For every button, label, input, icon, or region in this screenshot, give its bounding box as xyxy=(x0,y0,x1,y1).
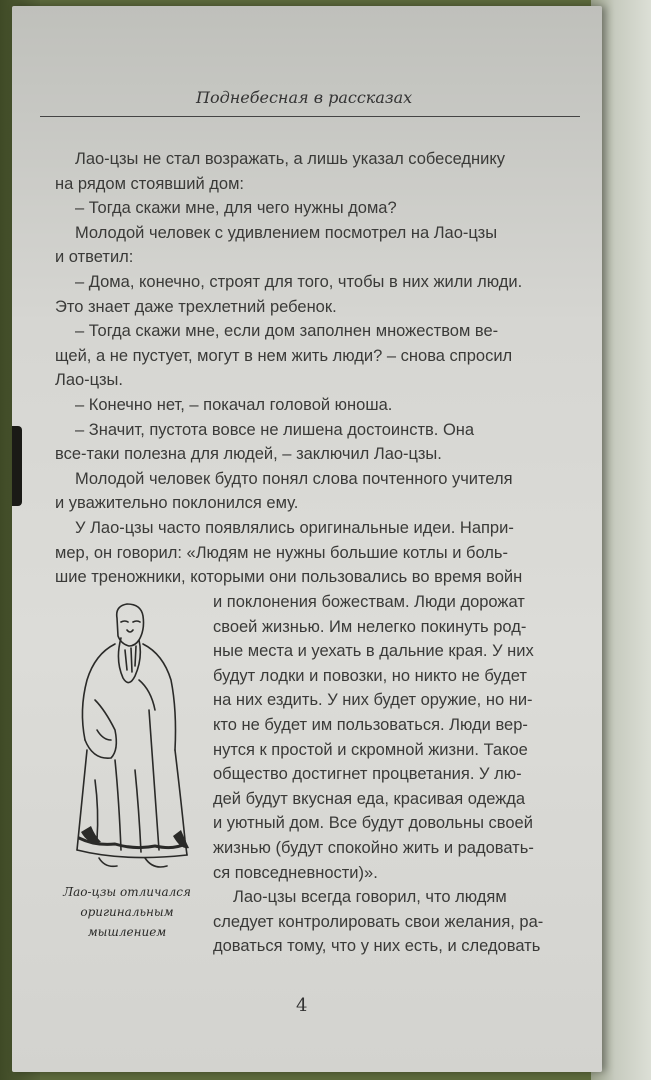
text-line: ные места и уехать в дальние края. У них xyxy=(213,642,534,661)
text-line: следует контролировать свои желания, ра- xyxy=(213,912,544,931)
page-number: 4 xyxy=(296,995,308,1016)
body-text xyxy=(55,147,585,590)
text-line: Это знает даже трехлетний ребенок. xyxy=(55,297,337,316)
wrapped-text xyxy=(213,590,578,959)
text-line: и уютный дом. Все будут довольны своей xyxy=(213,814,533,833)
text-line: Лао-цзы. xyxy=(55,371,123,390)
text-line: шие треножники, которыми они пользовались во время войн xyxy=(55,568,523,587)
text-line: общество достигнет процветания. У лю- xyxy=(213,765,522,784)
text-line: кто не будет им пользоваться. Люди вер- xyxy=(213,715,528,734)
illustration-caption xyxy=(52,882,202,942)
caption-line: мышлением xyxy=(87,925,167,939)
text-line: Молодой человек будто понял слова почтенного учителя xyxy=(75,469,513,488)
caption-line: оригинальным xyxy=(80,905,174,919)
text-line: на них ездить. У них будет оружие, но ни- xyxy=(213,691,533,710)
text-line: и ответил: xyxy=(55,248,134,267)
text-line: и поклонения божествам. Люди дорожат xyxy=(213,593,525,611)
text-line: – Тогда скажи мне, если дом заполнен множеством ве- xyxy=(75,322,499,341)
text-line: Молодой человек с удивлением посмотрел на Лао-цзы xyxy=(75,223,498,242)
text-line: будут лодки и повозки, но никто не будет xyxy=(213,666,527,685)
caption-line: Лао-цзы отличался xyxy=(63,885,191,899)
page-edge-shadow xyxy=(12,426,22,506)
text-line: – Тогда скажи мне, для чего нужны дома? xyxy=(75,199,397,218)
text-line: на рядом стоявший дом: xyxy=(55,174,245,193)
text-line: и уважительно поклонился ему. xyxy=(55,494,299,513)
text-line: – Значит, пустота вовсе не лишена достоинств. Она xyxy=(75,420,475,439)
text-line: жизнью (будут спокойно жить и радовать- xyxy=(213,838,534,857)
text-line: щей, а не пустует, могут в нем жить люди? – снова спросил xyxy=(55,346,513,365)
text-line: ся повседневности)». xyxy=(213,863,378,882)
text-line: Лао-цзы всегда говорил, что людям xyxy=(233,888,507,907)
running-header: Поднебесная в рассказах xyxy=(196,88,413,107)
text-line: нутся к простой и скромной жизни. Такое xyxy=(213,740,528,759)
text-line: дей будут вкусная еда, красивая одежда xyxy=(213,789,526,808)
text-line: У Лао-цзы часто появлялись оригинальные идеи. Напри- xyxy=(75,518,514,537)
lao-tzu-illustration xyxy=(55,600,200,875)
text-line: мер, он говорил: «Людям не нужны большие котлы и боль- xyxy=(55,543,509,562)
text-line: – Конечно нет, – покачал головой юноша. xyxy=(75,395,393,414)
text-line: Лао-цзы не стал возражать, а лишь указал собеседнику xyxy=(75,150,506,168)
header-rule xyxy=(40,116,580,117)
text-line: своей жизнью. Им нелегко покинуть род- xyxy=(213,617,527,636)
text-line: доваться тому, что у них есть, и следовать xyxy=(213,937,541,956)
text-line: – Дома, конечно, строят для того, чтобы в них жили люди. xyxy=(75,272,523,291)
text-line: все-таки полезна для людей, – заключил Лао-цзы. xyxy=(55,445,442,464)
